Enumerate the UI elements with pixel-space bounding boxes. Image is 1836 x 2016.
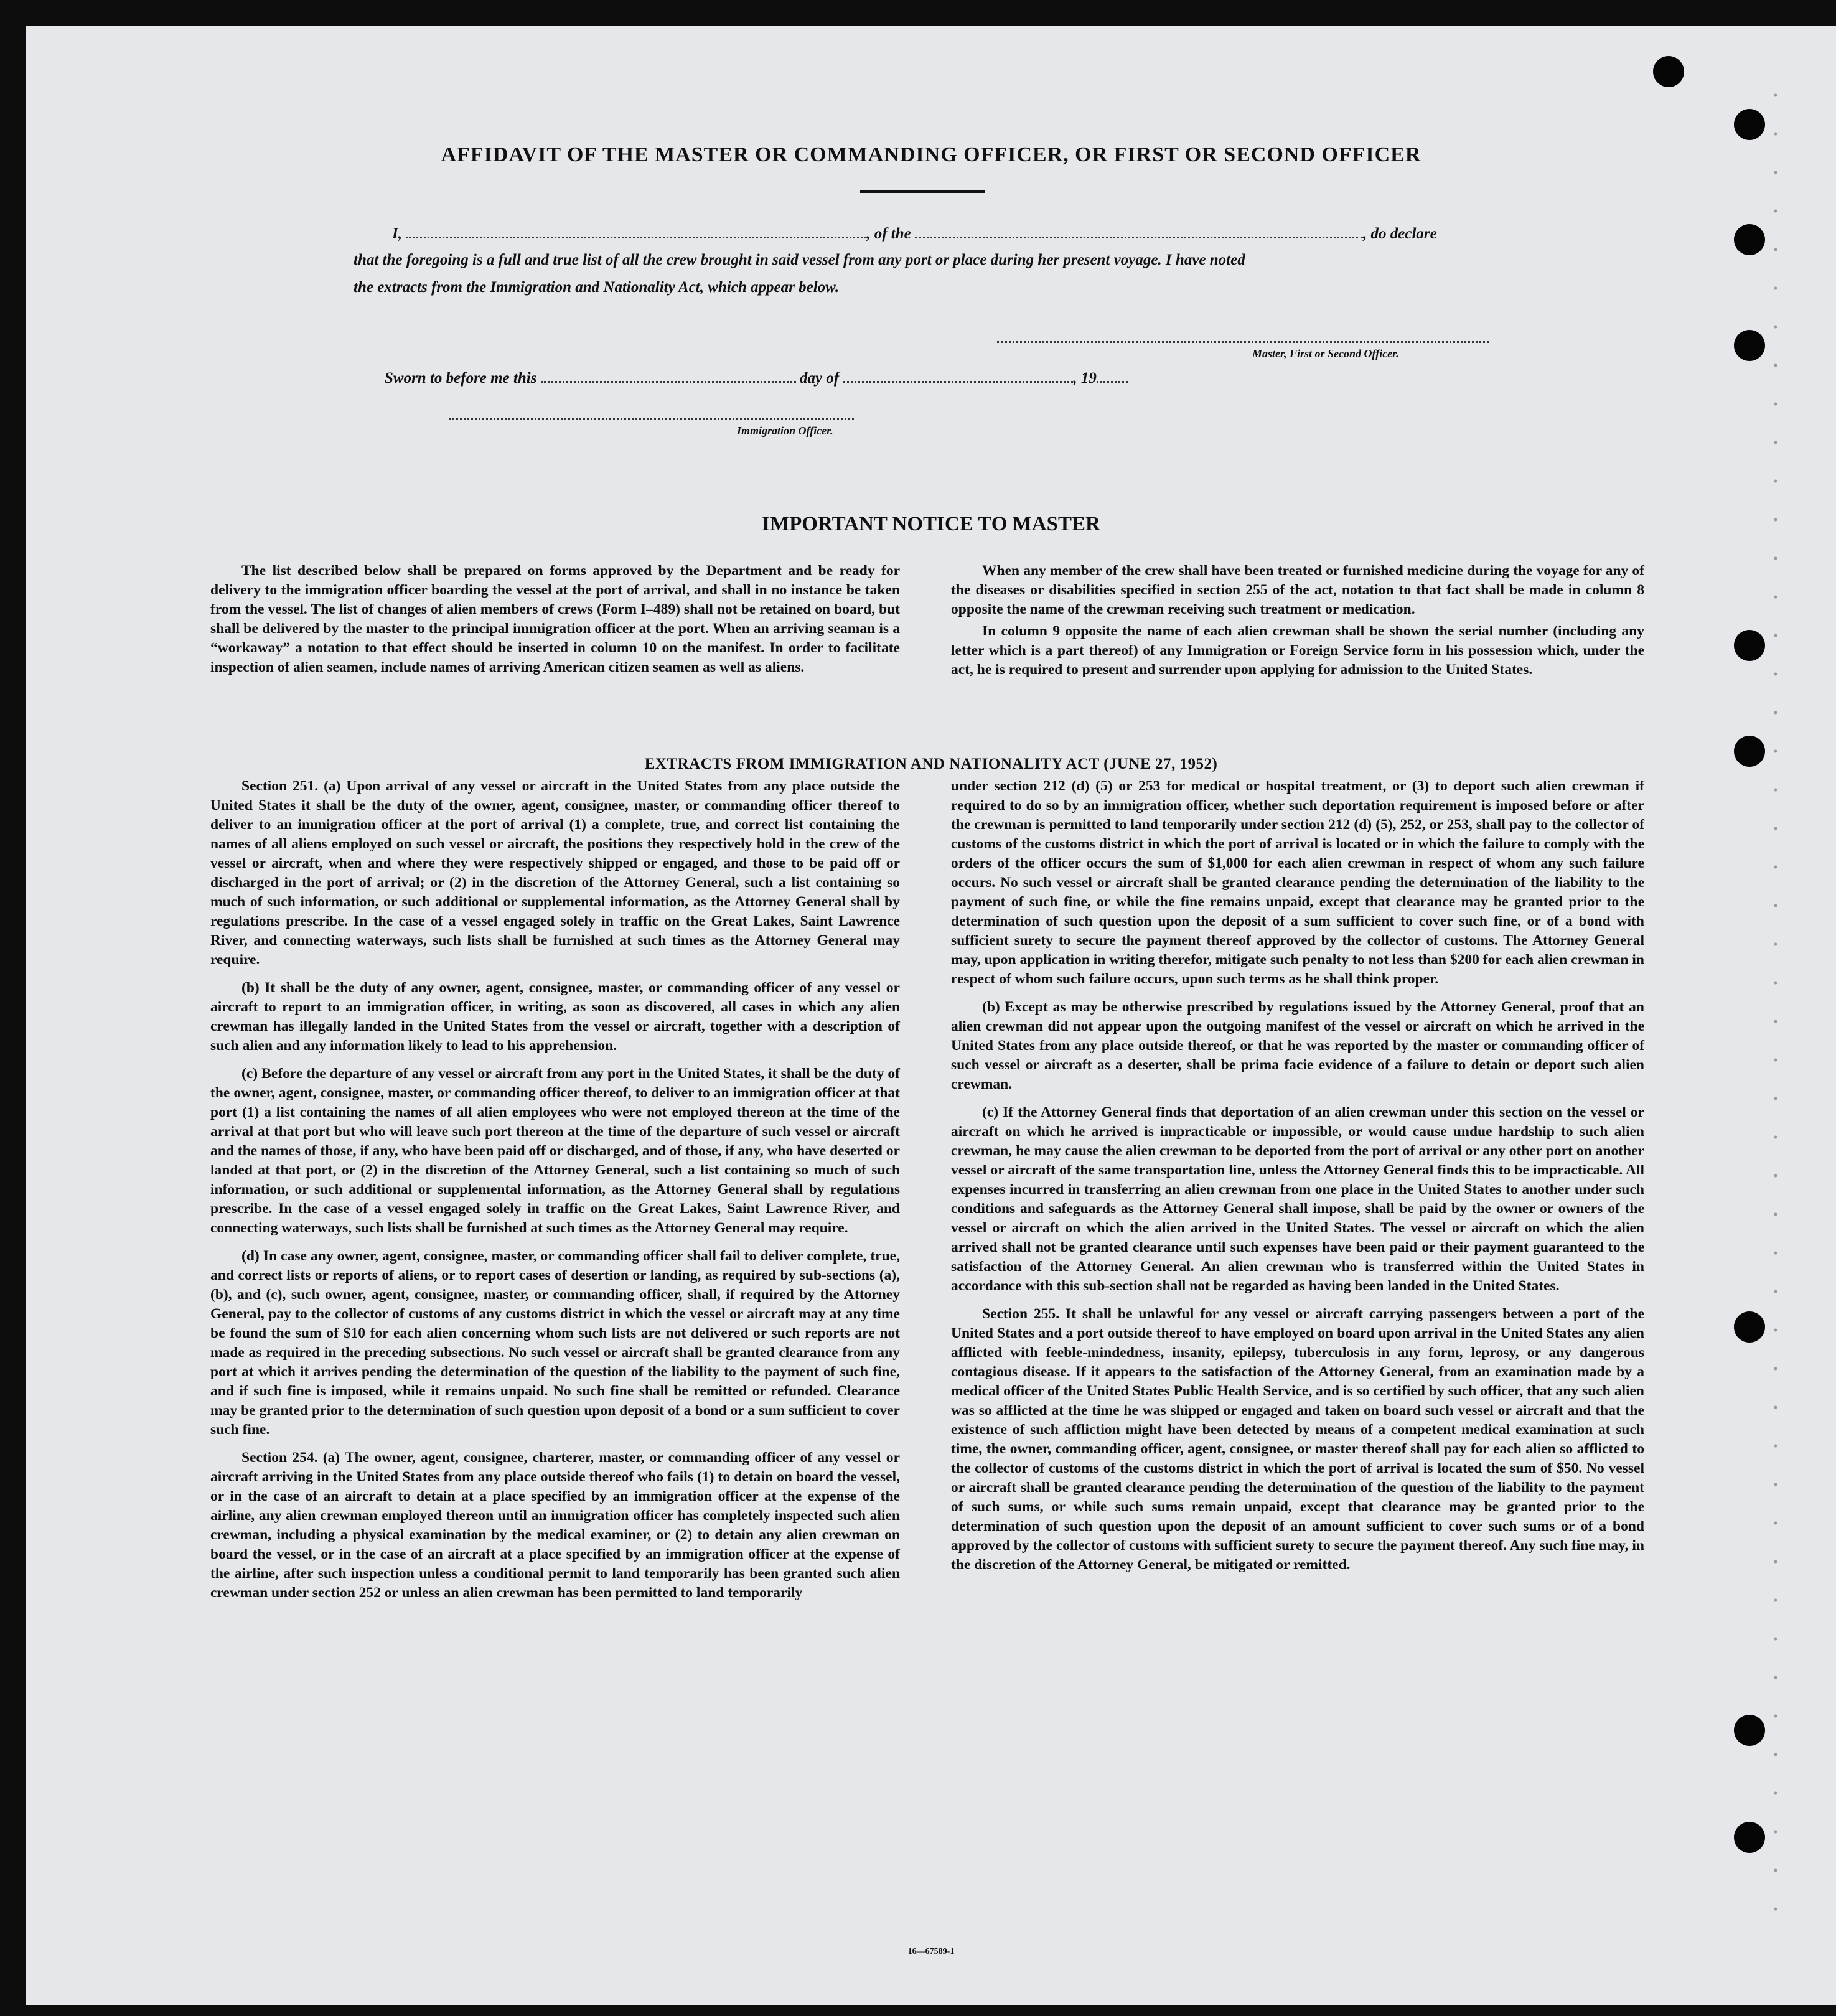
extract-paragraph: (d) In case any owner, agent, consignee, master, or commanding officer shall fail to deliver complete, true, and correct lists or reports of aliens, or to report cases of desertion or landing, as required by sub-sections (a), (b), and (c), such owner, agent, consignee, master, or commanding officer, shall, if required by the Attorney General, pay to the collector of customs of any customs district in which the vessel or aircraft may at any time be found the sum of $10 for each alien concerning whom such lists are not delivered or such reports are not made as required in the preceding subsections. No such vessel or aircraft shall be granted clearance from any port at which it arrives pending the determination of the question of the liability to the payment of such fine, and if such fine is imposed, while it remains unpaid. No such fine shall be remitted or refunded. Clearance may be granted prior to the determination of such question upon deposit of a bond or a sum sufficient to cover such fine. (210, 1248, 900, 1438)
extracts-right-column (951, 777, 1644, 1583)
name-field[interactable] (406, 225, 866, 238)
punch-hole (1734, 1822, 1765, 1853)
notice-title: IMPORTANT NOTICE TO MASTER (762, 513, 1100, 535)
punch-hole (1734, 109, 1765, 140)
notice-right-paragraph: In column 9 opposite the name of each alien crewman shall be shown the serial number (including any letter which is a part thereof) of any Immigration or Foreign Service form in his possession which, under the act, he is required to present and surrender upon applying for admission to the United States. (951, 623, 1644, 678)
extracts-left-column (210, 777, 900, 1611)
declaration-line-2: that the foregoing is a full and true list of all the crew brought in said vessel from any port or place during her present voyage. I have noted (354, 251, 1245, 268)
notice-right-paragraph: When any member of the crew shall have been treated or furnished medicine during the voyage for any of the diseases or disabilities specified in section 255 of the act, notation to that fact shall be made in column 8 opposite the name of the crewman receiving such treatment or medication. (951, 563, 1644, 617)
punch-hole (1653, 56, 1684, 87)
notice-left-paragraph: The list described below shall be prepared on forms approved by the Department and be ready for delivery to the immigration officer boarding the vessel at the port of arrival, and shall in no instance be taken from the vessel. The list of changes of alien members of crews (Form I–489) shall not be retained on board, but shall be delivered by the master to the principal immigration officer at the port. When an arriving seaman is a “workaway” a notation to that effect should be inserted in column 10 on the manifest. In order to facilitate inspection of alien seamen, include names of arriving American citizen seamen as well as aliens. (210, 563, 900, 675)
declaration-suffix: , do declare (1363, 225, 1437, 242)
punch-hole (1734, 330, 1765, 361)
sworn-day-field[interactable] (541, 370, 796, 383)
title-rule (860, 190, 985, 193)
extract-paragraph: (c) Before the departure of any vessel or aircraft from any port in the United States, it shall be the duty of the owner, agent, consignee, master, or commanding officer thereof, to deliver to an immigration officer at that port (1) a list containing the names of all alien employees who were not employed thereon at the time of the arrival at that port but who will leave such port thereon at the time of the departure of such vessel or aircraft and the names of those, if any, who have been paid off or discharged, and of those, if any, who have deserted or landed at that port, or (2) in the discretion of the Attorney General, such a list containing so much of such information, or such additional or supplemental information, as the Attorney General shall by regulations prescribe. In the case of a vessel engaged solely in traffic on the Great Lakes, Saint Lawrence River, and connecting waterways, such lists shall be furnished at such times as the Attorney General may require. (210, 1066, 900, 1236)
sworn-month-field[interactable] (843, 370, 1073, 383)
extract-paragraph-continued: under section 212 (d) (5) or 253 for medical or hospital treatment, or (3) to deport such alien crewman if required to do so by an immigration officer, whether such deportation requirement is imposed before or after the crewman is permitted to land temporarily under section 212 (d) (5), 252, or 253, shall pay to the collector of customs of the customs district in which the port of arrival is located or in which the failure to comply with the orders of the officer occurs the sum of $1,000 for each alien crewman in respect of whom any such failure occurs. No such vessel or aircraft shall be granted clearance pending the determination of the liability to the payment of such fine, or while the fine remains unpaid, except that clearance may be granted prior to the determination of such question upon the deposit of a sum sufficient to cover such fine, or of a bond with sufficient surety to secure the payment thereof approved by the collector of customs. The Attorney General may, upon application in writing therefor, mitigate such penalty to not less than $200 for each alien crewman in respect of whom such failure occurs, upon such terms as he shall think proper. (951, 778, 1644, 987)
extract-paragraph: (b) Except as may be otherwise prescribed by regulations issued by the Attorney General, proof that an alien crewman did not appear upon the outgoing manifest of the vessel or aircraft on which he arrived in the United States from any place outside thereof, or that he was reported by the master or commanding officer of such vessel or aircraft as a deserter, shall be prima facie evidence of a failure to detain or deport such alien crewman. (951, 999, 1644, 1092)
notice-left-column (210, 561, 900, 686)
punch-hole (1734, 224, 1765, 255)
extract-paragraph: Section 254. (a) The owner, agent, consignee, charterer, master, or commanding officer of any vessel or aircraft arriving in the United States from any place outside thereof who fails (1) to detain on board the vessel, or in the case of an aircraft to detain at a place specified by an immigration officer at the expense of the airline, any alien crewman employed thereon until an immigration officer has completely inspected such alien crewman, including a physical examination by the medical examiner, or (2) to detain any alien crewman on board the vessel, or in the case of an aircraft at a place specified by an immigration officer at the expense of the airline, after such inspection unless a conditional permit to land temporarily has been granted such alien crewman under section 252 or unless an alien crewman has been permitted to land temporarily (210, 1450, 900, 1601)
extracts-title: EXTRACTS FROM IMMIGRATION AND NATIONALITY ACT (JUNE 27, 1952) (644, 756, 1218, 772)
notice-right-column (951, 561, 1644, 688)
extract-paragraph: (c) If the Attorney General finds that deportation of an alien crewman under this section on the vessel or aircraft on which he arrived is impracticable or impossible, or would cause undue hardship to such alien crewman, he may cause the alien crewman to be deported from the port of arrival or any other port on another vessel or aircraft of the same transportation line, unless the Attorney General finds this to be impracticable. All expenses incurred in transferring an alien crewman from one place in the United States to another under such conditions and safeguards as the Attorney General shall impose, shall be paid by the owner or owners of the vessel or aircraft on which the alien arrived in the United States. The vessel or aircraft on which the alien arrived shall not be granted clearance until such expenses have been paid or their payment guaranteed to the satisfaction of the Attorney General. An alien crewman who is transferred within the United States in accordance with this sub-section shall not be regarded as having been landed in the United States. (951, 1104, 1644, 1294)
extract-paragraph: Section 255. It shall be unlawful for any vessel or aircraft carrying passengers between a port of the United States and a port outside thereof to have employed on board upon arrival in the United States any alien afflicted with feeble-mindedness, insanity, epilepsy, tuberculosis in any form, leprosy, or any dangerous contagious disease. If it appears to the satisfaction of the Attorney General, from an examination made by a medical officer of the United States Public Health Service, and is so certified by such officer, that any such alien was so afflicted at the time he was shipped or engaged and taken on board such vessel or aircraft and that the existence of such affliction might have been detected by means of a competent medical examination at such time, the owner, commanding officer, agent, consignee, or master thereof shall pay for each alien so afflicted to the collector of customs of the customs district in which the port of arrival is located the sum of $50. No vessel or aircraft shall be granted clearance pending the determination of the question of the liability to the payment of such sums, or while such sums remain unpaid, except that clearance may be granted prior to the determination of such question upon the deposit of an amount sufficient to cover such sums or of a bond approved by the collector of customs with sufficient surety to secure the payment thereof. Any such fine may, in the discretion of the Attorney General, be mitigated or remitted. (951, 1306, 1644, 1573)
document-page (26, 26, 1836, 2005)
punch-hole (1734, 1715, 1765, 1746)
vessel-field[interactable] (915, 225, 1363, 238)
master-signature-line[interactable] (997, 340, 1489, 343)
extract-paragraph: (b) It shall be the duty of any owner, agent, consignee, master, or commanding officer of any vessel or aircraft to report to an immigration officer, in writing, as soon as discovered, all cases in which any alien crewman has illegally landed in the United States from the vessel or aircraft, together with a description of such alien and any information likely to lead to his apprehension. (210, 980, 900, 1054)
punch-hole (1734, 630, 1765, 661)
extract-paragraph: Section 251. (a) Upon arrival of any vessel or aircraft in the United States from any place outside the United States it shall be the duty of the owner, agent, consignee, master, or commanding officer thereof to deliver to an immigration officer at the port of arrival (1) a complete, true, and correct list containing the names of all aliens employed on such vessel or aircraft, the positions they respectively hold in the crew of the vessel or aircraft, when and where they were respectively shipped or engaged, and those to be paid off or discharged in the port of arrival; or (2) in the discretion of the Attorney General, such a list containing so much of such information, or such additional or supplemental information, as the Attorney General shall by regulations prescribe. In the case of a vessel engaged solely in traffic on the Great Lakes, Saint Lawrence River, and connecting waterways, such lists shall be furnished at such times as the Attorney General may require. (210, 778, 900, 968)
sworn-year-field[interactable] (1097, 370, 1128, 383)
affidavit-title: AFFIDAVIT OF THE MASTER OR COMMANDING OFFICER, OR FIRST OR SECOND OFFICER (441, 143, 1421, 166)
sworn-day-of: day of (799, 370, 840, 387)
declaration-of-the: , of the (866, 225, 911, 242)
declaration-line-3: the extracts from the Immigration and Nationality Act, which appear below. (354, 279, 840, 296)
master-caption: Master, First or Second Officer. (1252, 347, 1399, 360)
form-number: 16—67589-1 (907, 1947, 955, 1956)
declaration-prefix: I, (392, 225, 402, 242)
declaration-line (392, 225, 1437, 243)
officer-signature-line[interactable] (449, 417, 854, 420)
sworn-year-prefix: , 19 (1073, 370, 1097, 387)
margin-dots (1773, 76, 1779, 1943)
sworn-line (385, 370, 1128, 387)
officer-caption: Immigration Officer. (737, 424, 833, 437)
sworn-prefix: Sworn to before me this (385, 370, 537, 387)
punch-hole (1734, 1311, 1765, 1343)
